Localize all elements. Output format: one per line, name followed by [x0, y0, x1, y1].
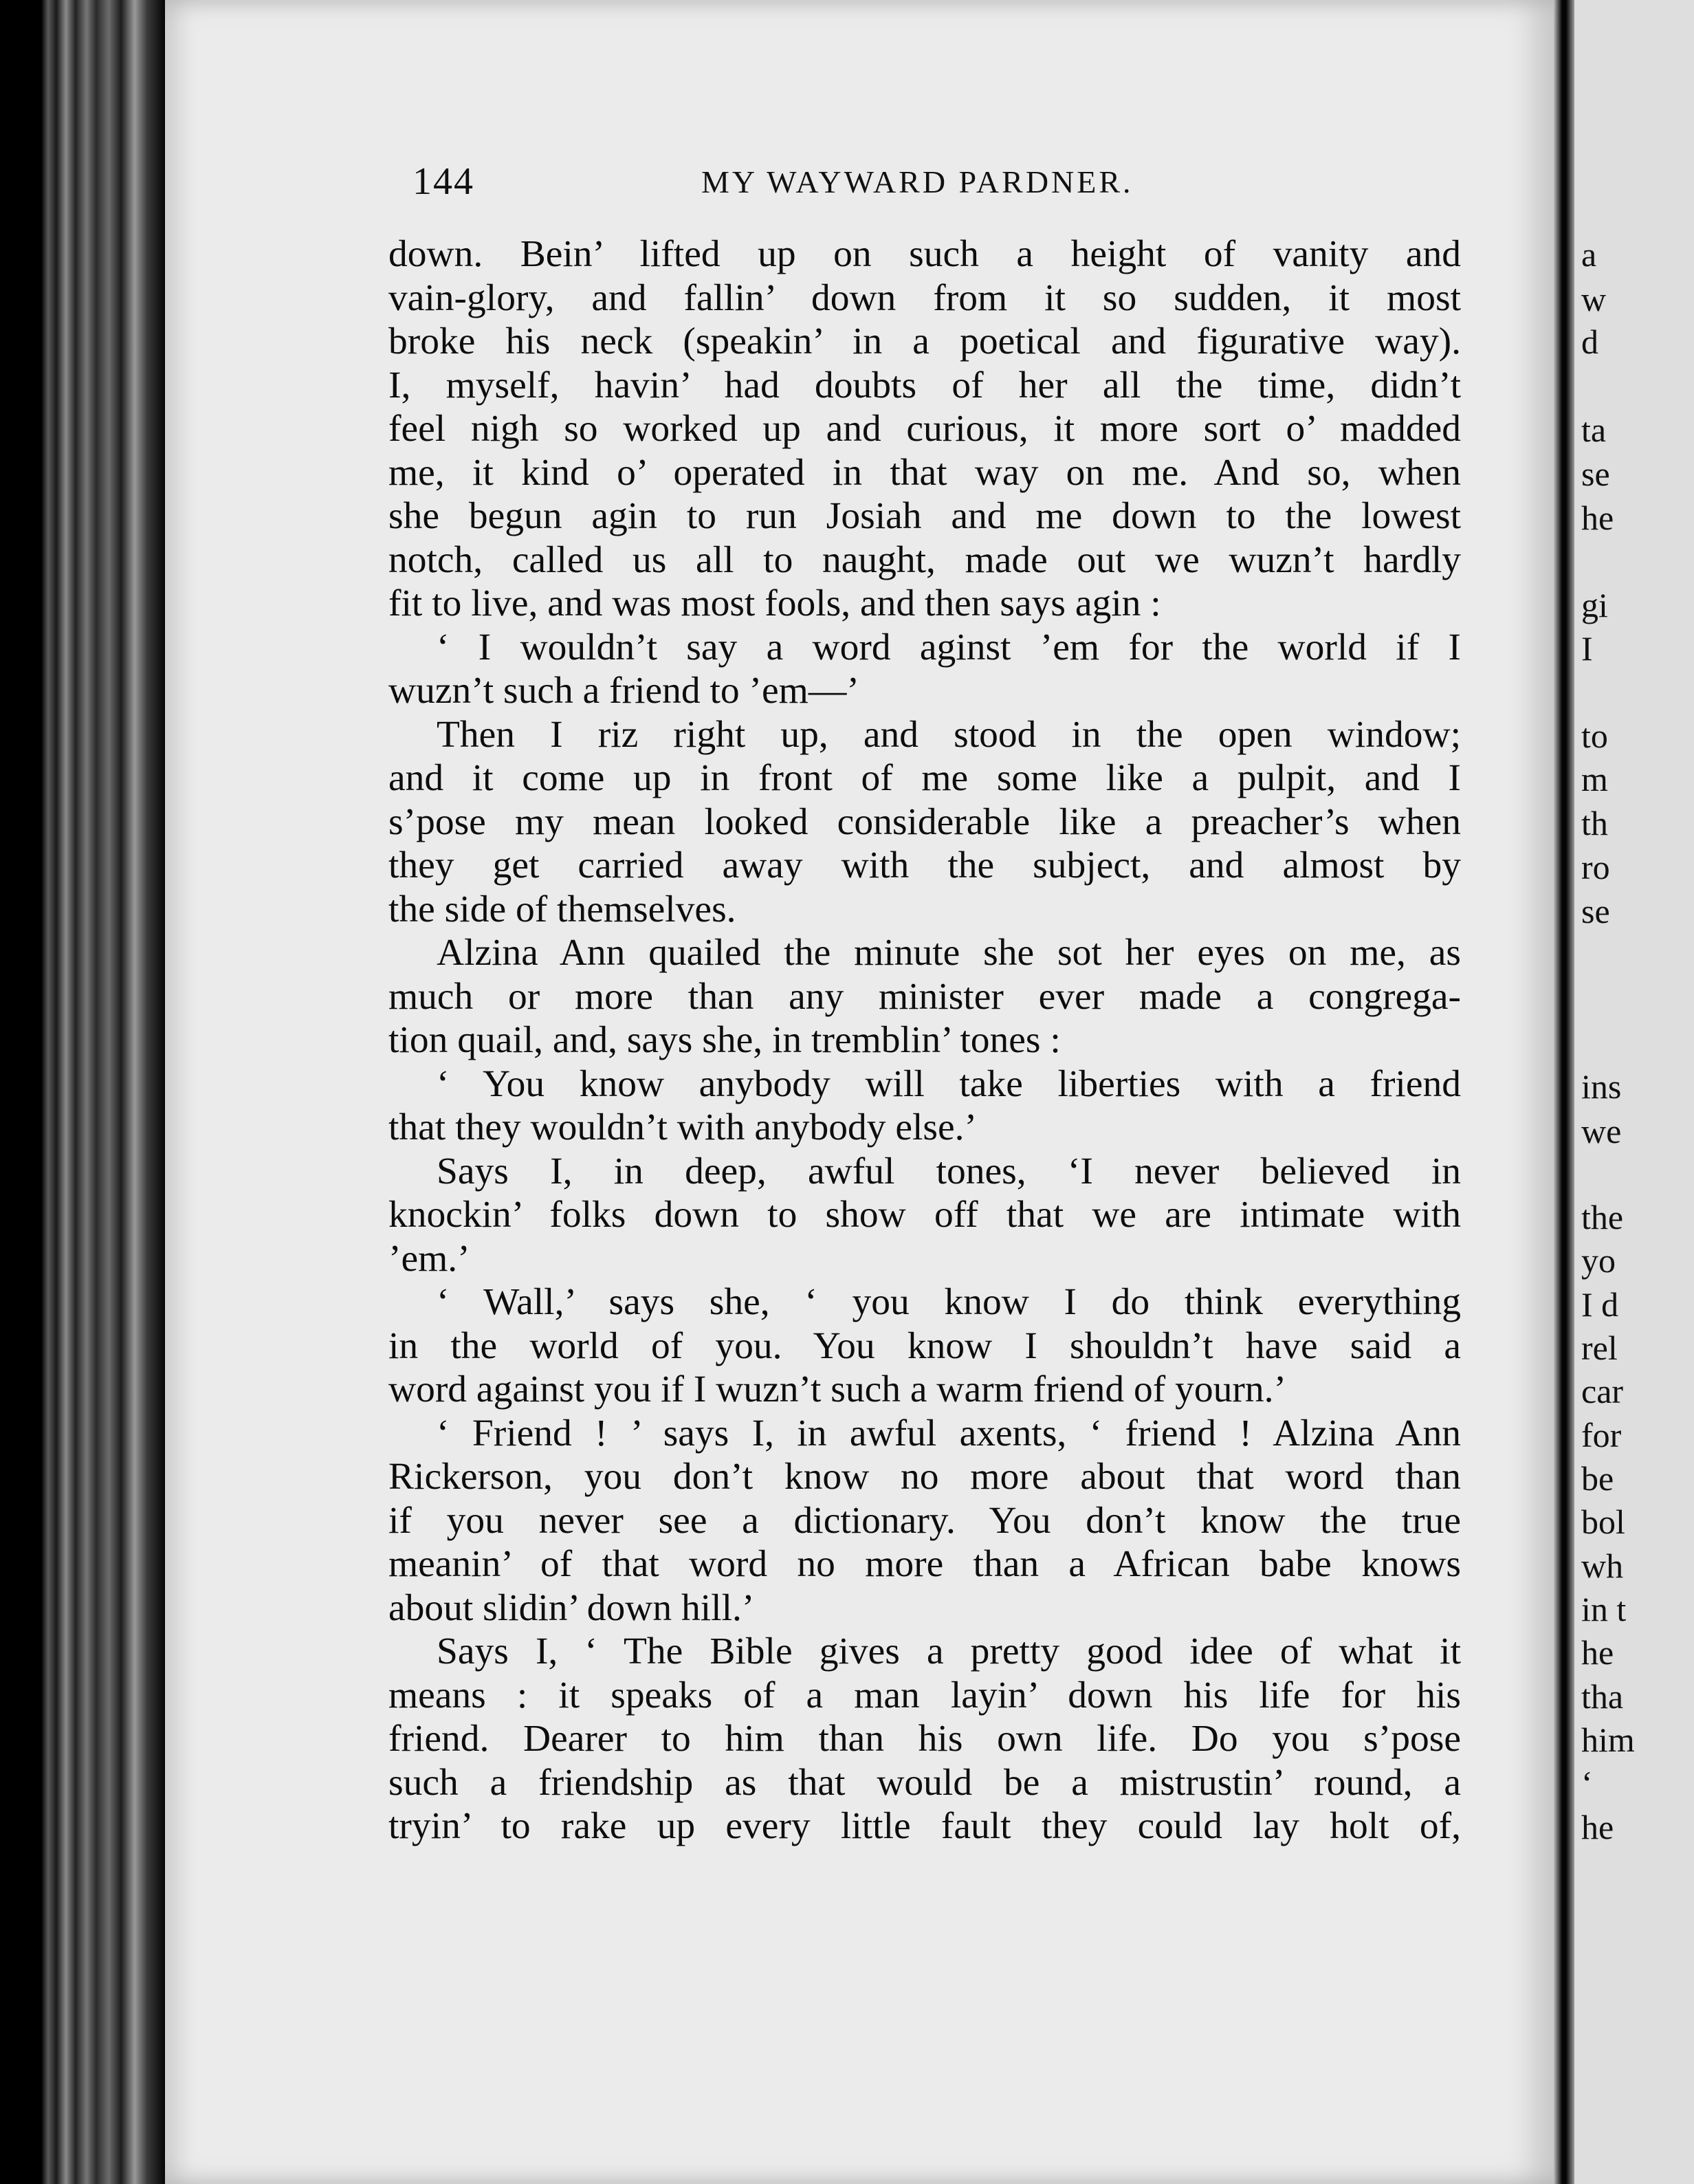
facing-page-fragment: car — [1581, 1372, 1624, 1410]
text-line: Rickerson, you don’t know no more about that word than — [388, 1456, 1461, 1498]
book-spine-edge — [0, 0, 165, 2184]
text-line: such a friendship as that would be a mistrustin’ round, a — [388, 1761, 1461, 1804]
text-line: Says I, ‘ The Bible gives a pretty good idee of what it — [437, 1630, 1461, 1672]
page-gutter — [1554, 0, 1574, 2184]
facing-page-fragment: we — [1581, 1112, 1622, 1150]
text-line: and it come up in front of me some like a pulpit, and I — [388, 757, 1461, 799]
facing-page-fragment: ta — [1581, 411, 1607, 449]
facing-page-edge — [1574, 0, 1694, 2184]
facing-page-fragment: rel — [1581, 1329, 1618, 1367]
text-line: if you never see a dictionary. You don’t know the true — [388, 1499, 1461, 1542]
facing-page-fragment: yo — [1581, 1241, 1616, 1280]
text-line: ‘ Friend ! ’ says I, in awful axents, ‘ friend ! Alzina Ann — [437, 1412, 1461, 1454]
text-line: meanin’ of that word no more than a African babe knows — [388, 1543, 1461, 1585]
facing-page-fragment: tha — [1581, 1677, 1624, 1716]
text-line: wuzn’t such a friend to ’em—’ — [388, 670, 859, 712]
text-line: she begun agin to run Josiah and me down to the lowest — [388, 495, 1461, 537]
text-line: ’em.’ — [388, 1237, 470, 1280]
facing-page-fragment: he — [1581, 1633, 1614, 1672]
facing-page-fragment: him — [1581, 1721, 1635, 1759]
facing-page-fragment: for — [1581, 1416, 1622, 1454]
text-line: I, myself, havin’ had doubts of her all the time, didn’t — [388, 364, 1461, 406]
facing-page-fragment: he — [1581, 499, 1614, 537]
facing-page-fragment: ‘ — [1581, 1764, 1593, 1802]
facing-page-fragment: se — [1581, 892, 1610, 930]
facing-page-fragment: I — [1581, 629, 1593, 668]
facing-page-fragment: ro — [1581, 848, 1610, 886]
facing-page-fragment: he — [1581, 1808, 1614, 1846]
text-line: ‘ I wouldn’t say a word aginst ’em for the world if I — [437, 626, 1461, 668]
facing-page-fragment: a — [1581, 235, 1597, 274]
page-number: 144 — [412, 160, 474, 203]
text-line: Says I, in deep, awful tones, ‘I never believed in — [437, 1150, 1461, 1192]
text-line: ‘ You know anybody will take liberties with a friend — [437, 1062, 1461, 1105]
text-line: feel nigh so worked up and curious, it more sort o’ madded — [388, 408, 1461, 450]
facing-page-fragment: in t — [1581, 1590, 1627, 1628]
body-text — [388, 232, 1461, 1848]
facing-page-fragment: m — [1581, 760, 1608, 798]
running-title: MY WAYWARD PARDNER. — [701, 164, 1134, 199]
text-line: notch, called us all to naught, made out we wuzn’t hardly — [388, 538, 1461, 581]
facing-page-fragment: bol — [1581, 1503, 1625, 1541]
text-line: tion quail, and, says she, in tremblin’ tones : — [388, 1019, 1061, 1061]
text-line: fit to live, and was most fools, and then says agin : — [388, 582, 1161, 624]
text-line: Then I riz right up, and stood in the open window; — [437, 713, 1461, 756]
facing-page-fragment: wh — [1581, 1547, 1624, 1585]
facing-page-fragment: be — [1581, 1459, 1614, 1498]
text-line: that they wouldn’t with anybody else.’ — [388, 1106, 977, 1148]
page-header — [412, 160, 1478, 201]
facing-page-fragment: d — [1581, 323, 1598, 361]
facing-page-fragment: I d — [1581, 1285, 1619, 1324]
text-line: vain-glory, and fallin’ down from it so sudden, it most — [388, 276, 1461, 319]
text-line: friend. Dearer to him than his own life. Do you s’pose — [388, 1718, 1461, 1760]
facing-page-fragment: gi — [1581, 586, 1608, 624]
text-line: much or more than any minister ever made a congrega- — [388, 975, 1461, 1018]
text-line: the side of themselves. — [388, 888, 736, 930]
text-line: knockin’ folks down to show off that we are intimate with — [388, 1194, 1461, 1236]
text-line: they get carried away with the subject, and almost by — [388, 844, 1461, 886]
text-line: word against you if I wuzn’t such a warm friend of yourn.’ — [388, 1368, 1286, 1410]
text-line: broke his neck (speakin’ in a poetical and figurative way). — [388, 320, 1461, 362]
text-line: means : it speaks of a man layin’ down his life for his — [388, 1674, 1461, 1716]
facing-page-fragment: the — [1581, 1198, 1624, 1236]
text-line: s’pose my mean looked considerable like a preacher’s when — [388, 800, 1461, 843]
text-line: me, it kind o’ operated in that way on me. And so, when — [388, 451, 1461, 494]
text-line: ‘ Wall,’ says she, ‘ you know I do think everything — [437, 1281, 1461, 1323]
facing-page-fragment: se — [1581, 455, 1610, 493]
text-line: down. Bein’ lifted up on such a height of vanity and — [388, 233, 1461, 275]
text-line: Alzina Ann quailed the minute she sot her eyes on me, as — [437, 932, 1461, 974]
facing-page-fragment: th — [1581, 804, 1608, 842]
facing-page-fragment: ins — [1581, 1067, 1622, 1106]
facing-page-fragment: w — [1581, 280, 1607, 318]
text-line: tryin’ to rake up every little fault they could lay holt of, — [388, 1805, 1461, 1847]
facing-page-fragment: to — [1581, 717, 1608, 755]
text-line: in the world of you. You know I shouldn’t have said a — [388, 1324, 1461, 1367]
text-line: about slidin’ down hill.’ — [388, 1586, 755, 1629]
